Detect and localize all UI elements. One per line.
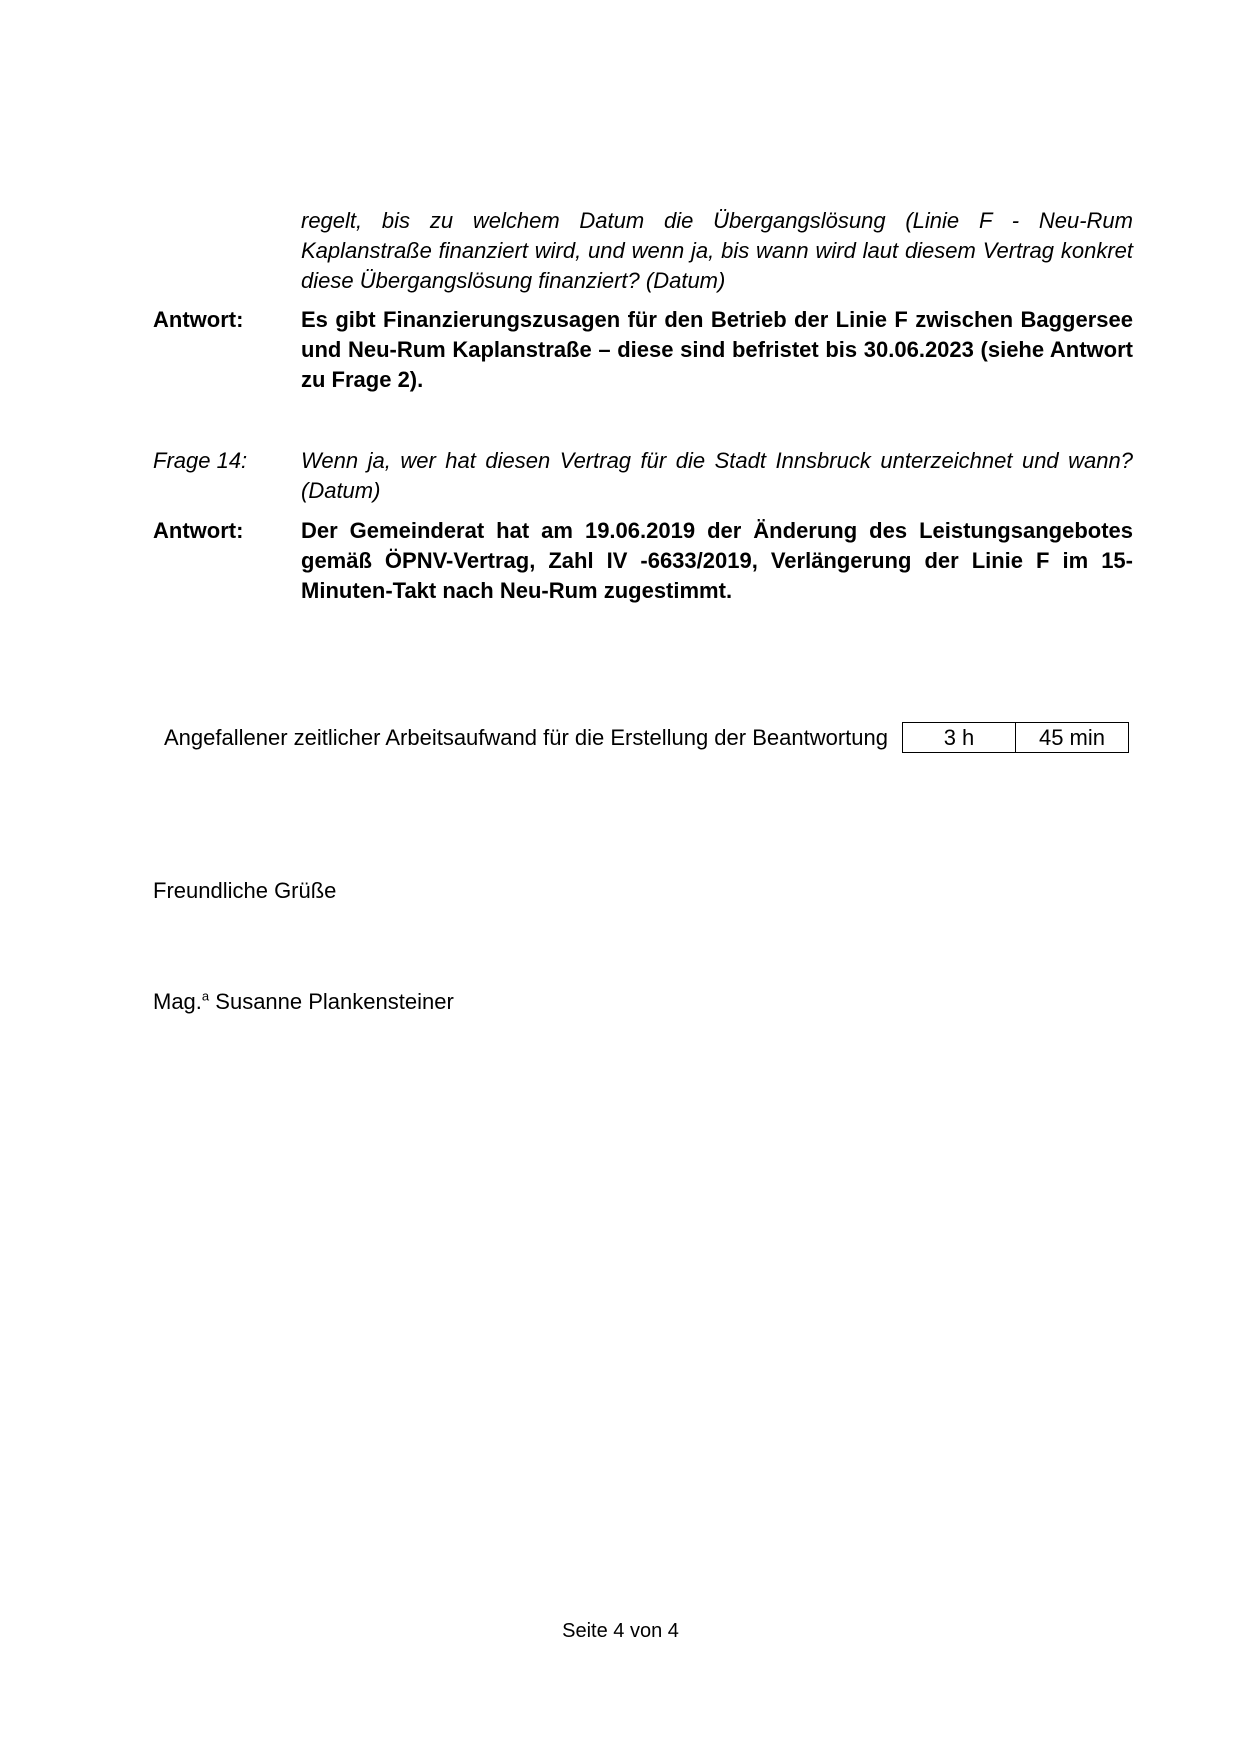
answer13-text: Es gibt Finanzierungszusagen für den Betrieb der Linie F zwischen Baggersee und Neu-Rum Kaplanstraße – diese sind befristet bis 30.06.2023 (siehe Antwort zu Frage 2). (301, 307, 1133, 392)
effort-table (902, 722, 1129, 753)
title-prefix: Mag. (153, 989, 202, 1014)
answer13-row (153, 305, 1133, 395)
effort-label: Angefallener zeitlicher Arbeitsaufwand für die Erstellung der Beantwortung (164, 724, 888, 750)
question14-label: Frage 14: (153, 448, 248, 473)
answer14-block (153, 516, 1133, 606)
answer14-text: Der Gemeinderat hat am 19.06.2019 der Änderung des Leistungsangebotes gemäß ÖPNV-Vertrag, Zahl IV -6633/2019, Verlängerung der Linie F im 15-Minuten-Takt nach Neu-Rum zugestimmt. (301, 518, 1133, 603)
effort-hours: 3 h (943, 725, 975, 750)
effort-row (164, 722, 1129, 753)
greeting: Freundliche Grüße (153, 878, 337, 903)
answer14-label: Antwort: (153, 518, 244, 543)
continuation-row (153, 206, 1133, 296)
page-footer: Seite 4 von 4 (562, 1620, 679, 1642)
signature-name (153, 987, 454, 1017)
answer14-row (153, 516, 1133, 606)
question14-block (153, 446, 1133, 506)
question13-continuation (153, 206, 1133, 296)
answer13-block (153, 305, 1133, 395)
question14-row (153, 446, 1133, 506)
answer13-label: Antwort: (153, 307, 244, 332)
title-superscript: a (201, 988, 210, 1004)
question13-continuation-text: regelt, bis zu welchem Datum die Übergangslösung (Linie F - Neu-Rum Kaplanstraße finanziert wird, und wenn ja, bis wann wird laut diesem Vertrag konkret diese Übergangslösung finanziert? (Datum) (301, 208, 1133, 293)
question14-text: Wenn ja, wer hat diesen Vertrag für die Stadt Innsbruck unterzeichnet und wann? (Datum) (301, 448, 1133, 503)
effort-minutes: 45 min (1015, 723, 1128, 752)
name: Susanne Plankensteiner (215, 989, 454, 1014)
